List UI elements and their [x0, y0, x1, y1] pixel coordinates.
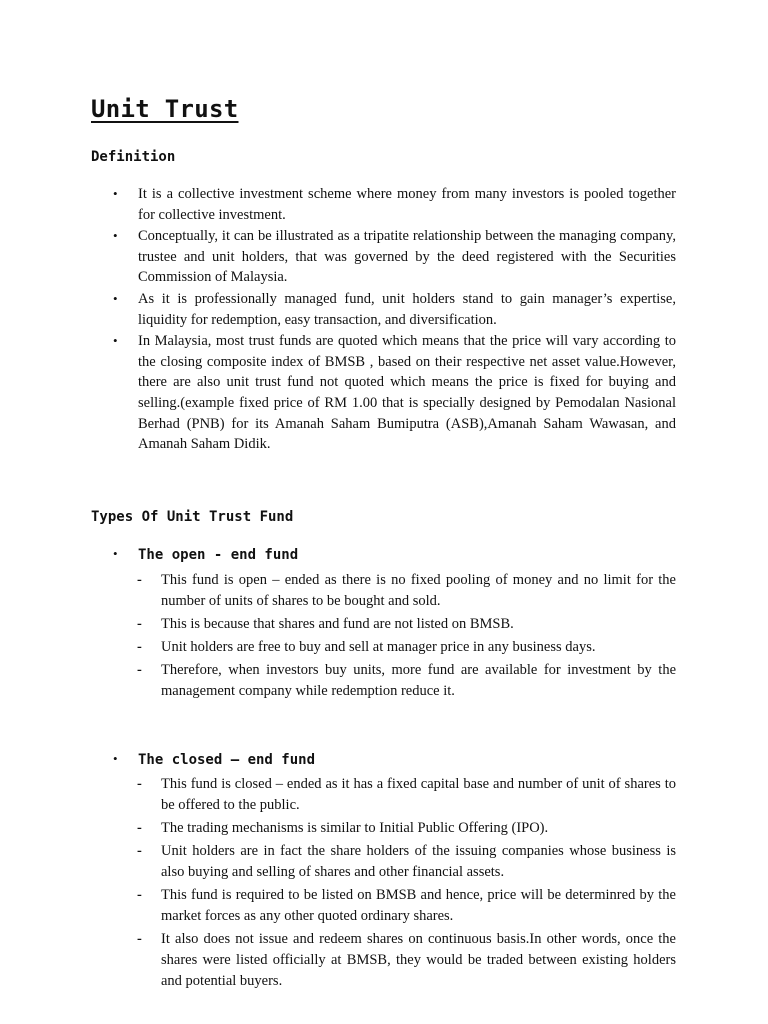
list-item [0, 570, 676, 612]
list-item [0, 818, 676, 839]
closed-end-point: Unit holders are in fact the share holders of the issuing companies whose business is also buying and selling of shares and other financial assets. [161, 843, 676, 880]
dash-icon: - [137, 931, 142, 947]
closed-end-point: The trading mechanisms is similar to Initial Public Offering (IPO). [161, 820, 549, 836]
closed-end-list [0, 774, 768, 994]
list-item [0, 226, 676, 288]
types-heading: Types Of Unit Trust Fund [91, 509, 294, 525]
dash-icon: - [137, 616, 142, 632]
list-item [0, 885, 676, 927]
bullet-icon: • [113, 333, 118, 349]
bullet-icon: • [113, 228, 118, 244]
list-item [0, 637, 676, 658]
open-end-heading [0, 545, 768, 567]
open-end-point: This is because that shares and fund are not listed on BMSB. [161, 616, 514, 632]
dash-icon: - [137, 639, 142, 655]
list-item [0, 774, 676, 816]
open-end-list [0, 570, 768, 704]
dash-icon: - [137, 820, 142, 836]
definition-list [0, 184, 768, 456]
open-end-label: The open - end fund [138, 547, 299, 563]
definition-text: Conceptually, it can be illustrated as a tripatite relationship between the managing company, trustee and unit holders, that was governed by the deed registered with the Securities Commission of Malaysia. [138, 228, 676, 286]
list-item [0, 614, 676, 635]
bullet-icon: • [113, 290, 118, 306]
bullet-icon: • [113, 751, 118, 766]
closed-end-point: This fund is closed – ended as it has a fixed capital base and number of unit of shares to be offered to the public. [161, 776, 676, 813]
open-end-point: Therefore, when investors buy units, more fund are available for investment by the management company while redemption reduce it. [161, 662, 676, 699]
list-item [0, 841, 676, 883]
list-item [0, 289, 676, 330]
open-end-point: Unit holders are free to buy and sell at manager price in any business days. [161, 639, 596, 655]
definition-heading: Definition [91, 149, 176, 165]
definition-text: As it is professionally managed fund, unit holders stand to gain manager’s expertise, liquidity for redemption, easy transaction, and diversification. [138, 290, 676, 328]
list-item [0, 184, 676, 225]
definition-text: It is a collective investment scheme where money from many investors is pooled together for collective investment. [138, 186, 676, 223]
dash-icon: - [137, 662, 142, 678]
list-item [0, 660, 676, 702]
list-item [0, 331, 676, 455]
page-title: Unit Trust [91, 95, 239, 123]
closed-end-point: It also does not issue and redeem shares on continuous basis.In other words, once the shares were listed officially at BMSB, they would be traded between existing holders and potential buyers. [161, 931, 676, 989]
dash-icon: - [137, 843, 142, 859]
dash-icon: - [137, 887, 142, 903]
open-end-point: This fund is open – ended as there is no fixed pooling of money and no limit for the number of units of shares to be bought and sold. [161, 572, 676, 609]
dash-icon: - [137, 572, 142, 588]
closed-end-label: The closed – end fund [138, 752, 316, 768]
closed-end-point: This fund is required to be listed on BMSB and hence, price will be determinred by the market forces as any other quoted ordinary shares. [161, 887, 676, 924]
list-item [0, 929, 676, 992]
dash-icon: - [137, 776, 142, 792]
definition-text: In Malaysia, most trust funds are quoted which means that the price will vary according to the closing composite index of BMSB , based on their respective net asset value.However, there are also unit trust fund not quoted which means the price is fixed for buying and selling.(example fixed price of RM 1.00 that is specially designed by Pemodalan Nasional Berhad (PNB) for its Amanah Saham Bumiputra (ASB),Amanah Saham Wawasan, and Amanah Saham Didik. [138, 333, 676, 453]
bullet-icon: • [113, 186, 118, 201]
bullet-icon: • [113, 546, 118, 561]
closed-end-heading [0, 750, 768, 772]
